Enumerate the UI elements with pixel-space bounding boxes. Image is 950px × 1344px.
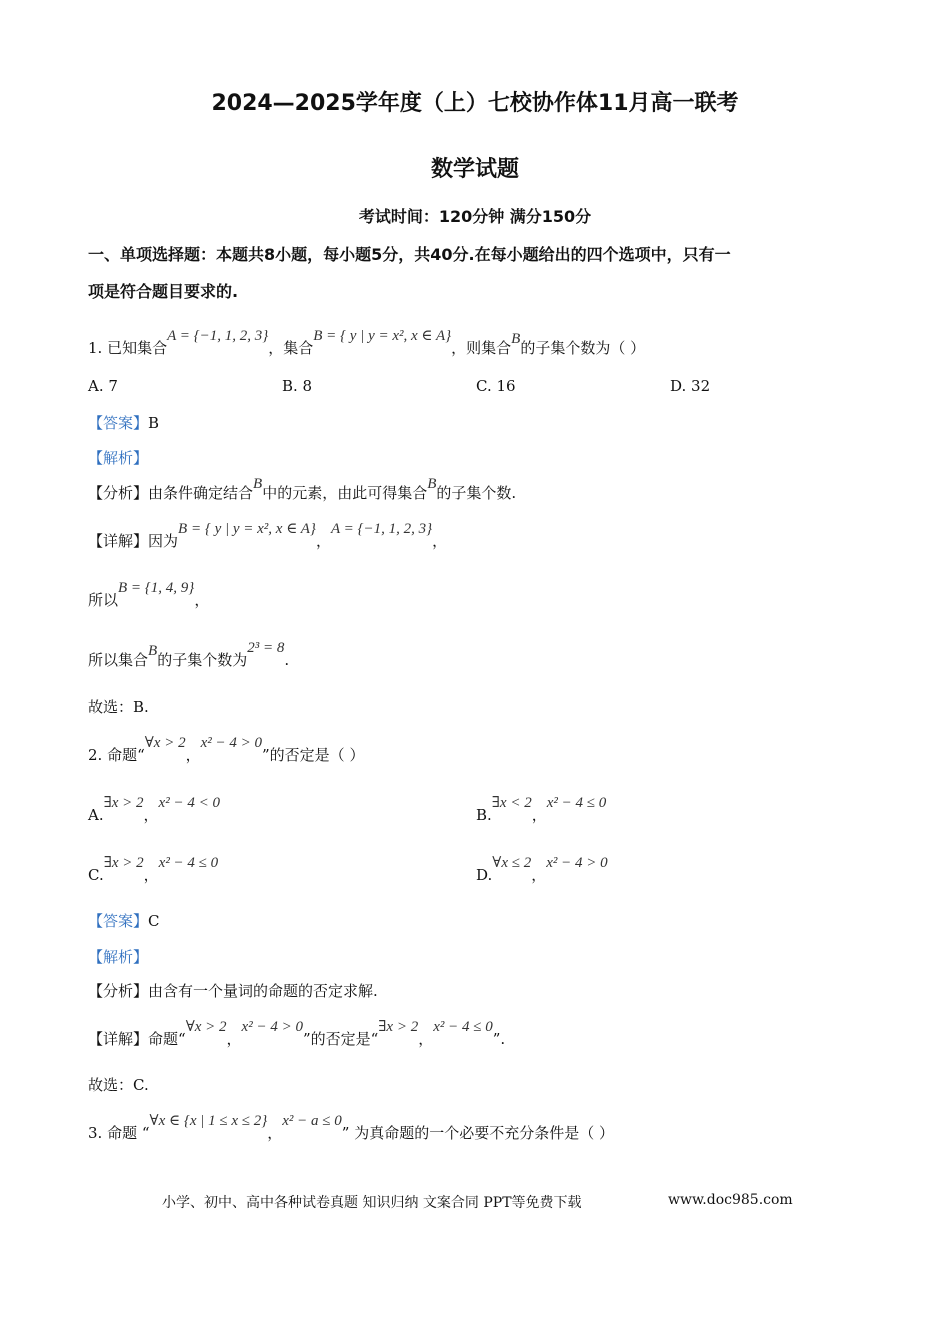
q2-answer-tag: 【答案】 — [88, 912, 149, 930]
answer-tag: 【答案】 — [88, 414, 149, 432]
section1-line2: 项是符合题目要求的. — [88, 282, 239, 301]
q1-analysis-tag: 【解析】 — [88, 449, 149, 467]
q2-m1: ∀x > 2 — [144, 735, 186, 751]
q1-fenxi-var-b2: B — [427, 476, 437, 492]
exam-title: 2024—2025学年度（上）七校协作体11月高一联考 — [211, 91, 739, 116]
q1-choose: 故选：B. — [88, 698, 149, 716]
q1-option-b: B. 8 — [282, 377, 313, 395]
q1-detail-a: 因为 — [148, 532, 179, 550]
q2-detail-m4: x² − 4 ≤ 0 — [433, 1019, 493, 1035]
q1-so1-text: 所以 — [88, 591, 119, 609]
q2-opt-a-label: A. — [88, 806, 104, 824]
q2-m2: x² − 4 > 0 — [200, 735, 263, 751]
q2-opt-c-m1: ∃x > 2 — [103, 855, 144, 871]
q1-set-b: B = { y | y = x², x ∈ A} — [313, 328, 452, 344]
q1-fenxi-a: 由条件确定结合 — [148, 484, 254, 502]
q2-choose: 故选：C. — [88, 1076, 149, 1094]
q2-opt-a-m1: ∃x > 2 — [103, 795, 144, 811]
q2-option-c — [88, 855, 219, 885]
q2-detail-a: 命题“ — [148, 1030, 186, 1048]
q1-detail-end: ， — [432, 532, 448, 550]
q2-opt-c-label: C. — [88, 866, 104, 884]
q1-so1-math: B = {1, 4, 9} — [118, 580, 195, 596]
section1-line1: 一、单项选择题：本题共8小题，每小题5分，共40分.在每小题给出的四个选项中，只有一 — [88, 245, 731, 264]
question-1 — [88, 328, 646, 358]
q1-set-a: A = {−1, 1, 2, 3} — [167, 328, 269, 344]
q1-so1-end: ， — [194, 591, 210, 609]
q2-detail-m1: ∀x > 2 — [185, 1019, 227, 1035]
q1-so1 — [88, 580, 210, 610]
q2-opt-a-comma: ， — [143, 806, 159, 824]
q1-prefix: 1. 已知集合 — [88, 339, 168, 357]
q1-detail — [88, 521, 448, 551]
exam-info: 考试时间：120分钟 满分150分 — [358, 207, 592, 226]
q1-detail-set-b: B = { y | y = x², x ∈ A} — [178, 521, 316, 537]
q2-prefix: 2. 命题“ — [88, 746, 145, 764]
footer-url[interactable]: www.doc985.com — [668, 1192, 793, 1208]
q1-suffix: 的子集个数为（ ） — [520, 339, 646, 357]
q1-so2-end: . — [284, 651, 290, 669]
q2-opt-c-comma: ， — [143, 866, 159, 884]
q2-opt-b-comma: ， — [531, 806, 547, 824]
q1-detail-set-a: A = {−1, 1, 2, 3} — [330, 521, 433, 537]
q2-opt-d-m1: ∀x ≤ 2 — [492, 855, 532, 871]
q1-option-d: D. 32 — [670, 377, 711, 395]
footer-text: 小学、初中、高中各种试卷真题 知识归纳 文案合同 PPT等免费下载 — [162, 1195, 582, 1211]
q2-option-a — [88, 795, 220, 825]
q1-var-b: B — [511, 331, 521, 347]
q2-detail-m3: ∃x > 2 — [378, 1019, 419, 1035]
detail-tag: 【详解】 — [88, 532, 149, 550]
q2-fenxi-tag: 【分析】 — [88, 982, 149, 1000]
q1-mid2: ，则集合 — [451, 339, 512, 357]
q3-m1: ∀x ∈ {x | 1 ≤ x ≤ 2} — [149, 1113, 268, 1129]
q2-answer-value: C — [148, 912, 160, 930]
q2-opt-a-m2: x² − 4 < 0 — [158, 795, 220, 811]
q2-opt-b-label: B. — [476, 806, 492, 824]
q1-mid: ，集合 — [268, 339, 314, 357]
q2-opt-d-comma: ， — [531, 866, 547, 884]
q2-analysis-tag: 【解析】 — [88, 948, 149, 966]
q2-detail-tag: 【详解】 — [88, 1030, 149, 1048]
q1-so2-math: 2³ = 8 — [247, 640, 285, 656]
q1-so2-var-b: B — [148, 643, 158, 659]
q2-detail-comma2: ， — [418, 1030, 434, 1048]
q1-so2 — [88, 640, 290, 670]
q2-detail-end: ”. — [492, 1030, 506, 1048]
q2-fenxi — [88, 980, 378, 1001]
q3-m2: x² − a ≤ 0 — [282, 1113, 342, 1129]
q1-fenxi-c: 的子集个数. — [436, 484, 517, 502]
q2-detail-b: ”的否定是“ — [302, 1030, 379, 1048]
q1-fenxi-var-b: B — [253, 476, 263, 492]
q1-option-a: A. 7 — [88, 377, 118, 395]
q2-opt-c-m2: x² − 4 ≤ 0 — [158, 855, 219, 871]
q2-suffix: ”的否定是（ ） — [262, 746, 365, 764]
q2-fenxi-text: 由含有一个量词的命题的否定求解. — [148, 982, 378, 1000]
exam-subtitle: 数学试题 — [430, 157, 519, 182]
q3-comma: ， — [267, 1124, 283, 1142]
q2-opt-d-label: D. — [476, 866, 493, 884]
q2-opt-d-m2: x² − 4 > 0 — [546, 855, 608, 871]
q1-so2-mid: 的子集个数为 — [157, 651, 248, 669]
q2-answer — [88, 910, 160, 931]
q1-option-c: C. 16 — [476, 377, 516, 395]
q1-fenxi — [88, 476, 517, 503]
q3-suffix: ” 为真命题的一个必要不充分条件是（ ） — [341, 1124, 614, 1142]
q1-so2-text: 所以集合 — [88, 651, 149, 669]
q2-opt-b-m1: ∃x < 2 — [491, 795, 532, 811]
q2-option-d — [476, 855, 608, 885]
q1-answer-value: B — [148, 414, 160, 432]
q2-option-b — [476, 795, 607, 825]
q1-detail-comma: ， — [315, 532, 331, 550]
question-2 — [88, 735, 365, 765]
q3-prefix: 3. 命题 “ — [88, 1124, 150, 1142]
q2-detail — [88, 1019, 506, 1049]
q1-fenxi-b: 中的元素，由此可得集合 — [262, 484, 428, 502]
q2-comma: ， — [185, 746, 201, 764]
question-3 — [88, 1113, 614, 1143]
q2-detail-comma1: ， — [226, 1030, 242, 1048]
q2-detail-m2: x² − 4 > 0 — [241, 1019, 303, 1035]
q1-answer — [88, 412, 159, 433]
q2-opt-b-m2: x² − 4 ≤ 0 — [546, 795, 607, 811]
fenxi-tag: 【分析】 — [88, 484, 149, 502]
